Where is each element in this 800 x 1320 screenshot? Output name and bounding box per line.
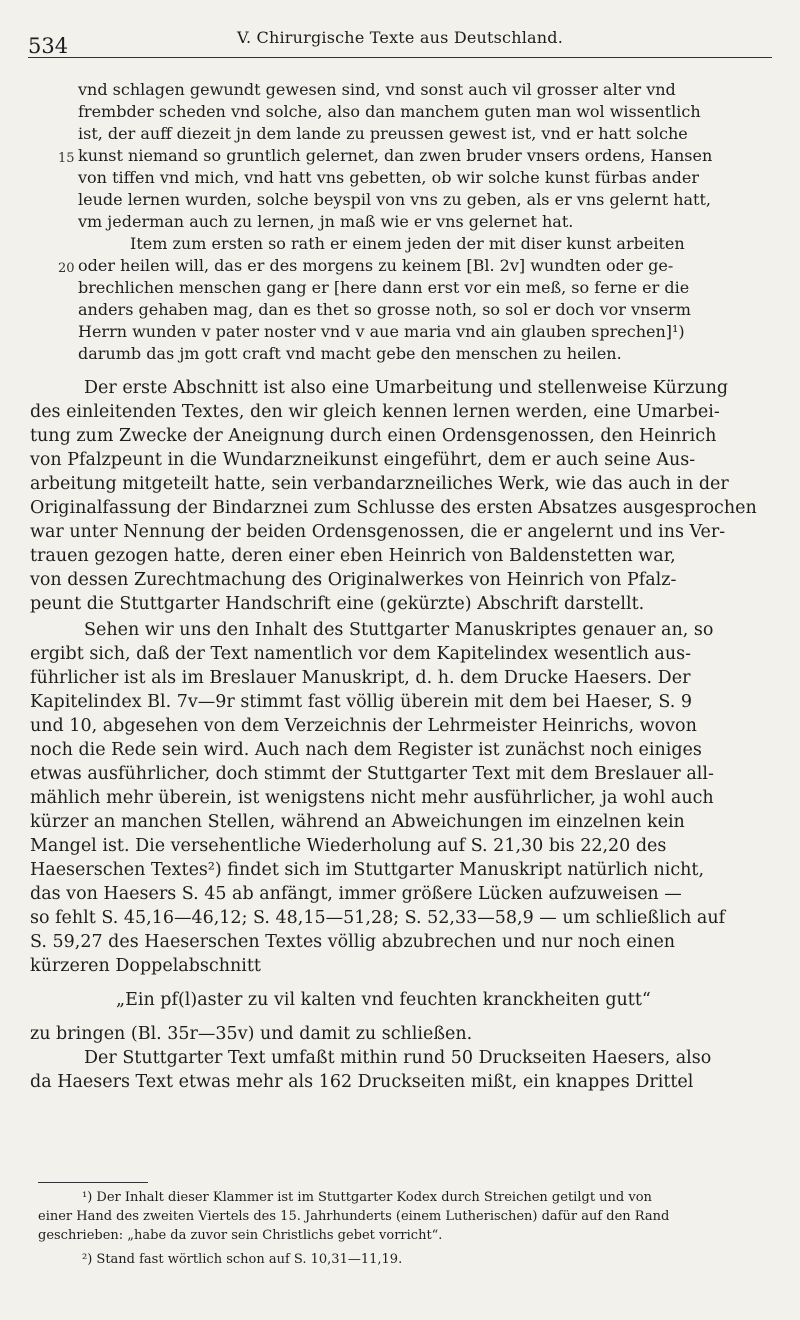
quote-line: brechlichen menschen gang er [here dann erst vor ein meß, so ferne er die xyxy=(78,278,690,297)
body-line: Der Stuttgarter Text umfaßt mithin rund 50 Druckseiten Haesers, also xyxy=(84,1048,712,1068)
body-line: ergibt sich, daß der Text namentlich vor dem Kapitelindex wesentlich aus- xyxy=(30,644,692,664)
body-line: und 10, abgesehen von dem Verzeichnis der Lehrmeister Heinrichs, wovon xyxy=(30,716,697,736)
quote-line: ist, der auff diezeit jn dem lande zu preussen gewest ist, vnd er hatt solche xyxy=(78,124,688,143)
body-line: Der erste Abschnitt ist also eine Umarbeitung und stellenweise Kürzung xyxy=(84,378,729,398)
line-number-15: 15 xyxy=(58,151,75,166)
body-line: von Pfalzpeunt in die Wundarzneikunst eingeführt, dem er auch seine Aus- xyxy=(30,450,696,470)
page-number: 534 xyxy=(28,34,69,58)
body-line: Sehen wir uns den Inhalt des Stuttgarter Manuskriptes genauer an, so xyxy=(84,620,714,640)
line-number-20: 20 xyxy=(58,261,75,276)
quote-line: vm jederman auch zu lernen, jn maß wie er vns gelernet hat. xyxy=(78,212,574,231)
body-line: zu bringen (Bl. 35r—35v) und damit zu schließen. xyxy=(30,1024,473,1044)
page-header xyxy=(28,28,772,58)
quote-line: vnd schlagen gewundt gewesen sind, vnd sonst auch vil grosser alter vnd xyxy=(78,80,676,99)
body-line: Originalfassung der Bindarznei zum Schlusse des ersten Absatzes ausgesprochen xyxy=(30,498,757,518)
quote-line: kunst niemand so gruntlich gelernet, dan zwen bruder vnsers ordens, Hansen xyxy=(78,146,713,165)
running-head: V. Chirurgische Texte aus Deutschland. xyxy=(236,28,564,47)
body-line: das von Haesers S. 45 ab anfängt, immer größere Lücken aufzuweisen — xyxy=(30,884,682,904)
header-rule xyxy=(28,57,772,58)
quote-line: von tiffen vnd mich, vnd hatt vns gebetten, ob wir solche kunst fürbas ander xyxy=(78,168,700,187)
body-line: des einleitenden Textes, den wir gleich kennen lernen werden, eine Umarbei- xyxy=(30,402,720,422)
body-line: war unter Nennung der beiden Ordensgenossen, die er angelernt und ins Ver- xyxy=(30,522,726,542)
footnote-line: einer Hand des zweiten Viertels des 15. Jahrhunderts (einem Lutherischen) dafür auf den Rand xyxy=(38,1209,670,1224)
quote-line: Herrn wunden v pater noster vnd v aue maria vnd ain glauben sprechen]¹) xyxy=(78,322,685,341)
body-line: von dessen Zurechtmachung des Originalwerkes von Heinrich von Pfalz- xyxy=(30,570,677,590)
body-line: Mangel ist. Die versehentliche Wiederholung auf S. 21,30 bis 22,20 des xyxy=(30,836,667,856)
body-line: Haeserschen Textes²) findet sich im Stuttgarter Manuskript natürlich nicht, xyxy=(30,860,705,880)
body-line: noch die Rede sein wird. Auch nach dem Register ist zunächst noch einiges xyxy=(30,740,702,760)
body-quote-line: „Ein pf(l)aster zu vil kalten vnd feuchten kranckheiten gutt“ xyxy=(116,990,651,1010)
body-line: S. 59,27 des Haeserschen Textes völlig abzubrechen und nur noch einen xyxy=(30,932,676,952)
body-line: da Haesers Text etwas mehr als 162 Druckseiten mißt, ein knappes Drittel xyxy=(30,1072,694,1092)
quote-line: darumb das jm gott craft vnd macht gebe den menschen zu heilen. xyxy=(78,344,622,363)
body-line: tung zum Zwecke der Aneignung durch einen Ordensgenossen, den Heinrich xyxy=(30,426,717,446)
footnote-line: geschrieben: „habe da zuvor sein Christlichs gebet vorricht“. xyxy=(38,1228,443,1243)
body-line: kürzeren Doppelabschnitt xyxy=(30,956,261,976)
body-line: Kapitelindex Bl. 7v—9r stimmt fast völlig überein mit dem bei Haeser, S. 9 xyxy=(30,692,692,712)
footnote-line: ²) Stand fast wörtlich schon auf S. 10,31—11,19. xyxy=(82,1252,403,1267)
body-line: peunt die Stuttgarter Handschrift eine (gekürzte) Abschrift darstellt. xyxy=(30,594,645,614)
body-line: etwas ausführlicher, doch stimmt der Stuttgarter Text mit dem Breslauer all- xyxy=(30,764,714,784)
body-line: arbeitung mitgeteilt hatte, sein verbandarzneiliches Werk, wie das auch in der xyxy=(30,474,729,494)
quote-line: Item zum ersten so rath er einem jeden der mit diser kunst arbeiten xyxy=(130,234,685,253)
quote-line: anders gehaben mag, dan es thet so grosse noth, so sol er doch vor vnserm xyxy=(78,300,691,319)
body-line: führlicher ist als im Breslauer Manuskript, d. h. dem Drucke Haesers. Der xyxy=(30,668,691,688)
body-line: kürzer an manchen Stellen, während an Abweichungen im einzelnen kein xyxy=(30,812,685,832)
quote-line: leude lernen wurden, solche beyspil von vns zu geben, als er vns gelernt hatt, xyxy=(78,190,711,209)
footnote-rule xyxy=(38,1182,148,1183)
quote-line: oder heilen will, das er des morgens zu keinem [Bl. 2v] wundten oder ge- xyxy=(78,256,674,275)
body-line: trauen gezogen hatte, deren einer eben Heinrich von Baldenstetten war, xyxy=(30,546,676,566)
body-line: so fehlt S. 45,16—46,12; S. 48,15—51,28; S. 52,33—58,9 — um schließlich auf xyxy=(30,908,726,928)
body-line: mählich mehr überein, ist wenigstens nicht mehr ausführlicher, ja wohl auch xyxy=(30,788,714,808)
quote-line: frembder scheden vnd solche, also dan manchem guten man wol wissentlich xyxy=(78,102,701,121)
footnote-line: ¹) Der Inhalt dieser Klammer ist im Stuttgarter Kodex durch Streichen getilgt und von xyxy=(82,1190,652,1205)
